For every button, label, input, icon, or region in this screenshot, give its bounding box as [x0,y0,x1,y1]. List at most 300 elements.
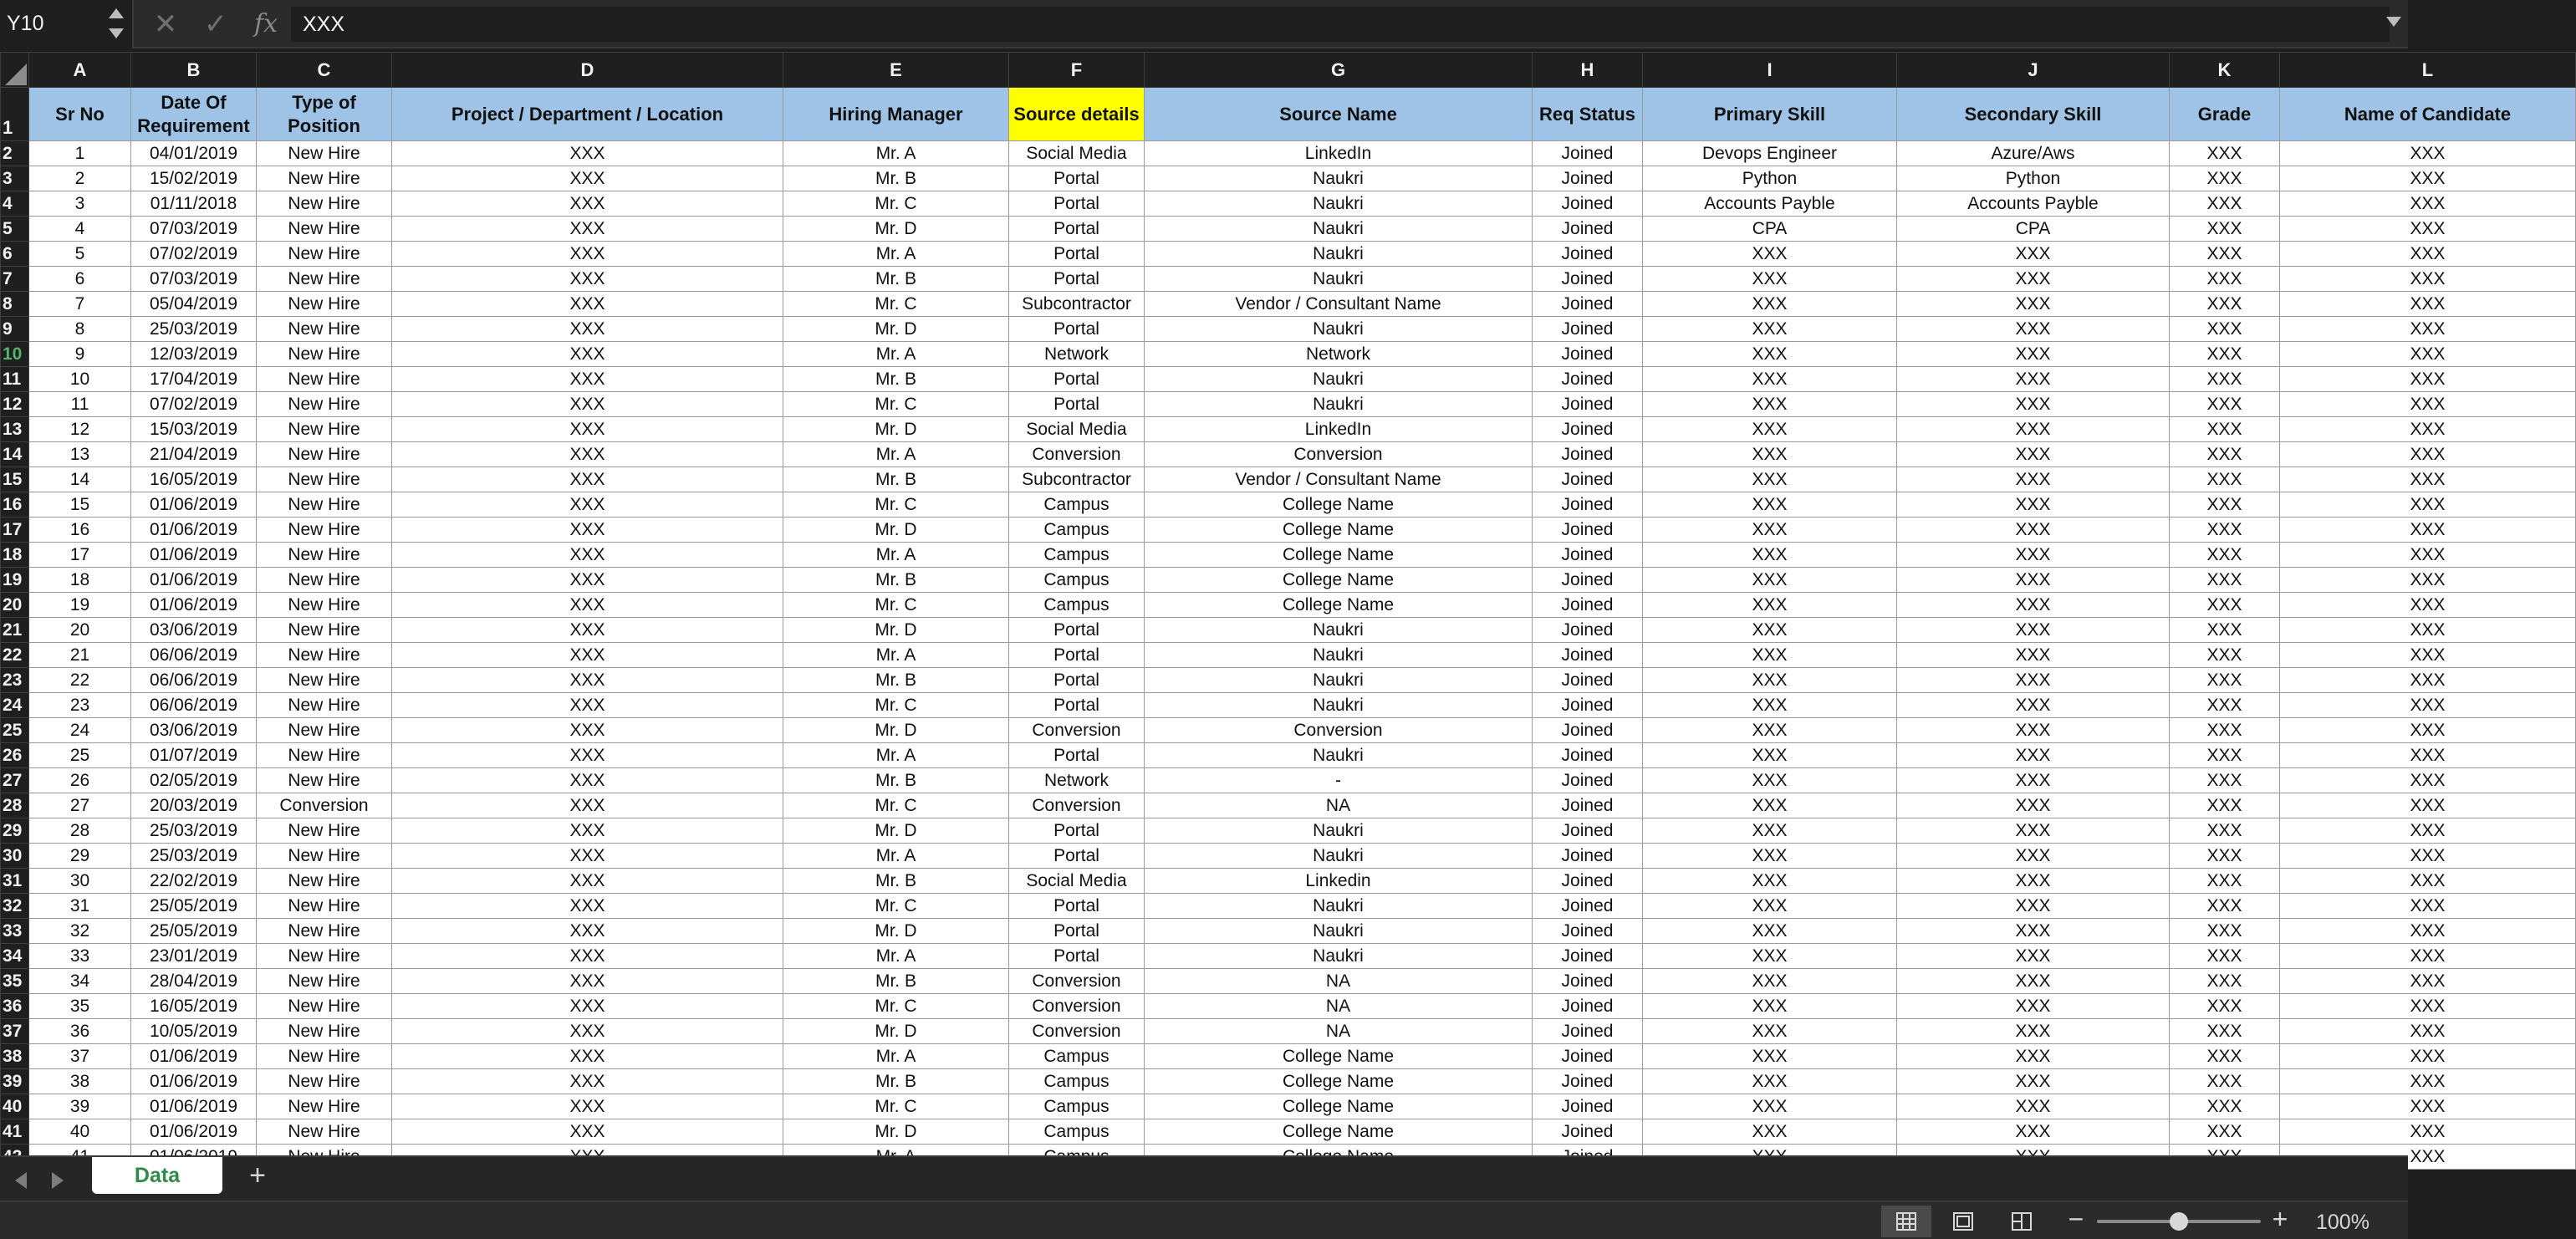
grid-cell[interactable]: XXX [392,643,783,668]
grid-cell[interactable]: Mr. C [783,292,1009,317]
row-header[interactable]: 37 [1,1019,29,1044]
grid-cell[interactable]: Mr. D [783,417,1009,442]
grid-cell[interactable]: XXX [2170,1019,2280,1044]
grid-cell[interactable]: XXX [2280,793,2576,818]
row-header[interactable]: 40 [1,1094,29,1119]
grid-cell[interactable]: XXX [392,743,783,768]
grid-cell[interactable]: 1 [29,141,131,166]
grid-cell[interactable]: Mr. C [783,191,1009,217]
page-break-view-button[interactable] [1997,1206,2047,1237]
grid-cell[interactable]: Portal [1009,818,1145,844]
grid-cell[interactable]: XXX [2280,166,2576,191]
grid-cell[interactable]: 03/06/2019 [131,618,257,643]
row-header[interactable]: 31 [1,869,29,894]
row-header[interactable]: 6 [1,242,29,267]
row-header[interactable]: 22 [1,643,29,668]
grid-cell[interactable]: Mr. C [783,392,1009,417]
grid-cell[interactable]: 4 [29,217,131,242]
grid-cell[interactable]: XXX [2170,1119,2280,1145]
row-header[interactable]: 16 [1,492,29,518]
grid-cell[interactable]: XXX [1643,718,1897,743]
grid-cell[interactable]: XXX [1643,618,1897,643]
formula-input[interactable] [291,7,2390,42]
grid-cell[interactable]: XXX [1897,292,2170,317]
grid-cell[interactable]: Naukri [1145,693,1533,718]
grid-cell[interactable]: Mr. B [783,467,1009,492]
select-all-icon[interactable] [5,64,27,85]
grid-cell[interactable]: XXX [392,869,783,894]
grid-cell[interactable]: Naukri [1145,618,1533,643]
row-header[interactable]: 8 [1,292,29,317]
grid-cell[interactable]: Naukri [1145,818,1533,844]
row-header[interactable]: 2 [1,141,29,166]
grid-cell[interactable]: Joined [1533,518,1643,543]
grid-cell[interactable]: 23 [29,693,131,718]
grid-cell[interactable]: Mr. C [783,492,1009,518]
grid-cell[interactable]: XXX [2170,492,2280,518]
insert-function-button[interactable]: fx [253,9,278,38]
row-header[interactable]: 20 [1,593,29,618]
zoom-slider-thumb[interactable] [2170,1212,2188,1231]
grid-cell[interactable]: 11 [29,392,131,417]
grid-cell[interactable]: XXX [1643,693,1897,718]
grid-cell[interactable]: XXX [2280,492,2576,518]
grid-cell[interactable]: Naukri [1145,242,1533,267]
grid-cell[interactable]: New Hire [257,844,392,869]
grid-cell[interactable]: 06/06/2019 [131,643,257,668]
grid-cell[interactable]: New Hire [257,543,392,568]
grid-cell[interactable]: XXX [1897,618,2170,643]
grid-cell[interactable]: 12/03/2019 [131,342,257,367]
grid-cell[interactable]: XXX [392,818,783,844]
row-header[interactable]: 27 [1,768,29,793]
grid-cell[interactable]: Mr. B [783,869,1009,894]
grid-cell[interactable]: New Hire [257,217,392,242]
grid-cell[interactable]: XXX [2170,643,2280,668]
grid-cell[interactable]: XXX [1643,367,1897,392]
grid-cell[interactable]: 29 [29,844,131,869]
grid-cell[interactable]: 3 [29,191,131,217]
grid-cell[interactable]: Joined [1533,191,1643,217]
grid-cell[interactable]: Portal [1009,894,1145,919]
grid-cell[interactable]: XXX [1897,417,2170,442]
grid-cell[interactable]: 06/06/2019 [131,668,257,693]
header-cell[interactable]: Grade [2170,88,2280,141]
grid-cell[interactable]: College Name [1145,568,1533,593]
grid-cell[interactable]: XXX [2170,267,2280,292]
grid-cell[interactable]: Mr. D [783,317,1009,342]
grid-cell[interactable]: New Hire [257,317,392,342]
grid-cell[interactable]: 24 [29,718,131,743]
grid-cell[interactable]: Python [1897,166,2170,191]
grid-cell[interactable]: College Name [1145,543,1533,568]
grid-cell[interactable]: XXX [1643,743,1897,768]
grid-cell[interactable]: Naukri [1145,894,1533,919]
grid-cell[interactable]: XXX [1643,1019,1897,1044]
grid-cell[interactable]: 25/05/2019 [131,894,257,919]
row-header[interactable]: 15 [1,467,29,492]
grid-cell[interactable]: 15/02/2019 [131,166,257,191]
grid-cell[interactable]: XXX [1643,894,1897,919]
grid-cell[interactable]: Mr. D [783,618,1009,643]
grid-cell[interactable]: XXX [1897,518,2170,543]
row-header[interactable]: 30 [1,844,29,869]
grid-cell[interactable]: 01/06/2019 [131,492,257,518]
grid-cell[interactable]: New Hire [257,969,392,994]
grid-cell[interactable]: XXX [2280,869,2576,894]
grid-cell[interactable]: XXX [392,693,783,718]
grid-cell[interactable]: College Name [1145,518,1533,543]
grid-cell[interactable]: Portal [1009,944,1145,969]
grid-cell[interactable]: Joined [1533,869,1643,894]
header-cell[interactable]: Hiring Manager [783,88,1009,141]
grid-cell[interactable]: XXX [392,467,783,492]
grid-cell[interactable]: Mr. A [783,844,1009,869]
grid-cell[interactable]: 01/11/2018 [131,191,257,217]
grid-cell[interactable]: College Name [1145,593,1533,618]
grid-cell[interactable]: Joined [1533,919,1643,944]
grid-cell[interactable]: Accounts Payble [1643,191,1897,217]
grid-cell[interactable]: Portal [1009,618,1145,643]
grid-cell[interactable]: XXX [1643,317,1897,342]
header-cell[interactable]: Type of Position [257,88,392,141]
row-header[interactable]: 11 [1,367,29,392]
column-header-j[interactable]: J [1897,53,2170,88]
grid-cell[interactable]: New Hire [257,1044,392,1069]
grid-cell[interactable]: Portal [1009,242,1145,267]
grid-cell[interactable]: Network [1145,342,1533,367]
grid-cell[interactable]: Devops Engineer [1643,141,1897,166]
row-header[interactable]: 13 [1,417,29,442]
grid-cell[interactable]: 16/05/2019 [131,467,257,492]
grid-cell[interactable]: XXX [1643,568,1897,593]
grid-cell[interactable]: XXX [1643,1119,1897,1145]
grid-cell[interactable]: New Hire [257,417,392,442]
grid-cell[interactable]: Portal [1009,317,1145,342]
grid-cell[interactable]: XXX [392,1119,783,1145]
grid-cell[interactable]: Mr. B [783,668,1009,693]
grid-cell[interactable]: Joined [1533,367,1643,392]
column-header-g[interactable]: G [1145,53,1533,88]
grid-cell[interactable]: CPA [1643,217,1897,242]
grid-cell[interactable]: Azure/Aws [1897,141,2170,166]
grid-cell[interactable]: Mr. C [783,1094,1009,1119]
grid-cell[interactable]: XXX [2280,568,2576,593]
row-header[interactable]: 19 [1,568,29,593]
grid-cell[interactable]: XXX [2170,944,2280,969]
confirm-entry-button[interactable]: ✓ [203,8,228,40]
select-all-corner[interactable] [1,53,29,88]
zoom-slider[interactable] [2097,1220,2261,1223]
grid-cell[interactable]: Campus [1009,1044,1145,1069]
grid-cell[interactable]: College Name [1145,492,1533,518]
grid-cell[interactable]: Joined [1533,166,1643,191]
row-header[interactable]: 35 [1,969,29,994]
column-header-k[interactable]: K [2170,53,2280,88]
grid-cell[interactable]: 02/05/2019 [131,768,257,793]
previous-sheet-icon[interactable] [15,1172,27,1189]
grid-cell[interactable]: XXX [2280,141,2576,166]
grid-cell[interactable]: Joined [1533,1044,1643,1069]
grid-cell[interactable]: XXX [2170,718,2280,743]
grid-cell[interactable]: Mr. A [783,743,1009,768]
grid-cell[interactable]: Conversion [1145,442,1533,467]
grid-cell[interactable]: XXX [2280,191,2576,217]
grid-cell[interactable]: XXX [2280,818,2576,844]
grid-cell[interactable]: 26 [29,768,131,793]
zoom-in-button[interactable]: + [2272,1204,2288,1234]
grid-cell[interactable]: Mr. C [783,593,1009,618]
grid-cell[interactable]: XXX [2170,442,2280,467]
grid-cell[interactable]: Accounts Payble [1897,191,2170,217]
grid-cell[interactable]: Joined [1533,1094,1643,1119]
grid-cell[interactable]: Joined [1533,1019,1643,1044]
grid-cell[interactable]: XXX [392,417,783,442]
grid-cell[interactable]: Campus [1009,1069,1145,1094]
grid-cell[interactable]: XXX [2280,894,2576,919]
grid-cell[interactable]: XXX [1897,668,2170,693]
grid-cell[interactable]: XXX [2280,919,2576,944]
grid-cell[interactable]: New Hire [257,743,392,768]
grid-cell[interactable]: Mr. C [783,793,1009,818]
grid-cell[interactable]: XXX [2280,417,2576,442]
grid-cell[interactable]: Social Media [1009,869,1145,894]
grid-cell[interactable]: XXX [392,267,783,292]
grid-cell[interactable]: 20 [29,618,131,643]
row-header[interactable]: 9 [1,317,29,342]
grid-cell[interactable]: Joined [1533,818,1643,844]
grid-cell[interactable]: XXX [1643,1094,1897,1119]
grid-cell[interactable]: 01/06/2019 [131,1069,257,1094]
grid-cell[interactable]: XXX [392,492,783,518]
grid-cell[interactable]: 17 [29,543,131,568]
grid-cell[interactable]: XXX [1643,417,1897,442]
grid-cell[interactable]: XXX [1897,342,2170,367]
grid-cell[interactable]: XXX [2170,467,2280,492]
grid-cell[interactable]: XXX [2280,969,2576,994]
grid-cell[interactable]: XXX [2170,367,2280,392]
grid-cell[interactable]: New Hire [257,1019,392,1044]
grid-cell[interactable]: Joined [1533,267,1643,292]
grid-cell[interactable]: NA [1145,1019,1533,1044]
grid-cell[interactable]: New Hire [257,1069,392,1094]
grid-cell[interactable]: XXX [1643,342,1897,367]
row-header[interactable]: 24 [1,693,29,718]
grid-cell[interactable]: XXX [2280,1019,2576,1044]
column-header-b[interactable]: B [131,53,257,88]
grid-cell[interactable]: Mr. B [783,1069,1009,1094]
grid-cell[interactable]: Joined [1533,668,1643,693]
grid-cell[interactable]: 01/06/2019 [131,518,257,543]
grid-cell[interactable]: 40 [29,1119,131,1145]
grid-cell[interactable]: XXX [1643,768,1897,793]
grid-cell[interactable]: Mr. A [783,944,1009,969]
grid-cell[interactable]: XXX [392,141,783,166]
grid-cell[interactable]: 5 [29,242,131,267]
grid-cell[interactable]: Joined [1533,593,1643,618]
header-cell[interactable]: Secondary Skill [1897,88,2170,141]
grid-cell[interactable]: Mr. D [783,1019,1009,1044]
grid-cell[interactable]: 01/06/2019 [131,1094,257,1119]
grid-cell[interactable]: 23/01/2019 [131,944,257,969]
grid-cell[interactable]: 31 [29,894,131,919]
grid-cell[interactable]: XXX [392,969,783,994]
grid-cell[interactable]: Joined [1533,693,1643,718]
grid-cell[interactable]: XXX [1897,593,2170,618]
grid-cell[interactable]: 25/03/2019 [131,317,257,342]
grid-cell[interactable]: XXX [2280,392,2576,417]
grid-cell[interactable]: New Hire [257,141,392,166]
grid-cell[interactable]: XXX [392,768,783,793]
grid-cell[interactable]: XXX [1897,267,2170,292]
grid-cell[interactable]: 03/06/2019 [131,718,257,743]
grid-cell[interactable]: College Name [1145,1069,1533,1094]
grid-cell[interactable]: XXX [1897,718,2170,743]
grid-cell[interactable]: XXX [1897,242,2170,267]
grid-cell[interactable]: XXX [1897,317,2170,342]
stepper-icon[interactable] [109,5,125,43]
header-cell[interactable]: Date Of Requirement [131,88,257,141]
header-cell[interactable]: Name of Candidate [2280,88,2576,141]
grid-cell[interactable]: XXX [2170,1094,2280,1119]
grid-cell[interactable]: NA [1145,994,1533,1019]
grid-cell[interactable]: 33 [29,944,131,969]
grid-cell[interactable]: XXX [392,392,783,417]
grid-cell[interactable]: XXX [1897,1094,2170,1119]
grid-cell[interactable]: New Hire [257,718,392,743]
grid-cell[interactable]: XXX [1643,593,1897,618]
grid-cell[interactable]: Joined [1533,844,1643,869]
normal-view-button[interactable] [1881,1206,1931,1237]
grid-cell[interactable]: XXX [2280,1044,2576,1069]
row-header[interactable]: 17 [1,518,29,543]
grid-cell[interactable]: Campus [1009,568,1145,593]
grid-cell[interactable]: 39 [29,1094,131,1119]
grid-cell[interactable]: Joined [1533,568,1643,593]
grid-cell[interactable]: Joined [1533,467,1643,492]
grid-cell[interactable]: Mr. D [783,718,1009,743]
grid-cell[interactable]: New Hire [257,643,392,668]
grid-cell[interactable]: XXX [1643,994,1897,1019]
grid-cell[interactable]: XXX [1643,844,1897,869]
grid-cell[interactable]: 28/04/2019 [131,969,257,994]
grid-cell[interactable]: 15/03/2019 [131,417,257,442]
grid-cell[interactable]: XXX [392,342,783,367]
grid-cell[interactable]: Mr. A [783,342,1009,367]
grid-cell[interactable]: New Hire [257,693,392,718]
grid-cell[interactable]: 10/05/2019 [131,1019,257,1044]
grid-cell[interactable]: 28 [29,818,131,844]
grid-cell[interactable]: CPA [1897,217,2170,242]
grid-cell[interactable]: 36 [29,1019,131,1044]
grid-cell[interactable]: XXX [2280,844,2576,869]
grid-cell[interactable]: XXX [1643,467,1897,492]
grid-cell[interactable]: Campus [1009,492,1145,518]
grid-cell[interactable]: 13 [29,442,131,467]
grid-cell[interactable]: XXX [1897,1044,2170,1069]
grid-cell[interactable]: Subcontractor [1009,467,1145,492]
grid-cell[interactable]: Mr. A [783,643,1009,668]
grid-cell[interactable]: XXX [392,994,783,1019]
grid-cell[interactable]: Conversion [257,793,392,818]
grid-cell[interactable]: XXX [2170,292,2280,317]
grid-cell[interactable]: New Hire [257,367,392,392]
grid-cell[interactable]: Vendor / Consultant Name [1145,467,1533,492]
grid-cell[interactable]: XXX [2170,568,2280,593]
grid-cell[interactable]: New Hire [257,1094,392,1119]
grid-cell[interactable]: XXX [1897,467,2170,492]
grid-cell[interactable]: 20/03/2019 [131,793,257,818]
grid-cell[interactable]: 01/07/2019 [131,743,257,768]
row-header[interactable]: 34 [1,944,29,969]
grid-cell[interactable]: Social Media [1009,417,1145,442]
grid-cell[interactable]: 06/06/2019 [131,693,257,718]
row-header[interactable]: 7 [1,267,29,292]
grid-cell[interactable]: XXX [2170,618,2280,643]
grid-cell[interactable]: XXX [1897,492,2170,518]
grid-cell[interactable]: XXX [392,1019,783,1044]
grid-cell[interactable]: 01/06/2019 [131,593,257,618]
row-header[interactable]: 21 [1,618,29,643]
grid-cell[interactable]: Campus [1009,1094,1145,1119]
grid-cell[interactable]: 8 [29,317,131,342]
grid-cell[interactable]: XXX [2280,693,2576,718]
grid-cell[interactable]: XXX [2280,768,2576,793]
row-header[interactable]: 1 [1,88,29,141]
grid-cell[interactable]: Mr. B [783,568,1009,593]
grid-cell[interactable]: Joined [1533,1069,1643,1094]
grid-cell[interactable]: 25 [29,743,131,768]
grid-cell[interactable]: 2 [29,166,131,191]
grid-cell[interactable]: XXX [2280,442,2576,467]
grid-cell[interactable]: XXX [1643,442,1897,467]
grid-cell[interactable]: XXX [2280,1094,2576,1119]
grid-cell[interactable]: XXX [2170,768,2280,793]
grid-cell[interactable]: XXX [1643,518,1897,543]
grid-cell[interactable]: XXX [2280,467,2576,492]
grid-cell[interactable]: Network [1009,342,1145,367]
grid-cell[interactable]: New Hire [257,342,392,367]
grid-cell[interactable]: 21/04/2019 [131,442,257,467]
grid-cell[interactable]: LinkedIn [1145,141,1533,166]
grid-cell[interactable]: XXX [2280,743,2576,768]
grid-cell[interactable]: XXX [2170,417,2280,442]
grid-cell[interactable]: Naukri [1145,191,1533,217]
grid-cell[interactable]: New Hire [257,919,392,944]
grid-cell[interactable]: 05/04/2019 [131,292,257,317]
header-cell[interactable]: Source details [1009,88,1145,141]
grid-cell[interactable]: Joined [1533,317,1643,342]
grid-cell[interactable]: XXX [392,367,783,392]
grid-cell[interactable]: Joined [1533,793,1643,818]
grid-cell[interactable]: XXX [1897,869,2170,894]
grid-cell[interactable]: XXX [2170,743,2280,768]
grid-cell[interactable]: XXX [1643,969,1897,994]
grid-cell[interactable]: Portal [1009,392,1145,417]
grid-cell[interactable]: 17/04/2019 [131,367,257,392]
grid-cell[interactable]: XXX [2170,191,2280,217]
grid-cell[interactable]: College Name [1145,1094,1533,1119]
grid-cell[interactable]: XXX [1897,392,2170,417]
grid-cell[interactable]: XXX [392,668,783,693]
grid-cell[interactable]: XXX [1643,1069,1897,1094]
grid-cell[interactable]: XXX [392,191,783,217]
grid-cell[interactable]: Mr. D [783,818,1009,844]
grid-cell[interactable]: XXX [2170,317,2280,342]
row-header[interactable]: 39 [1,1069,29,1094]
grid-cell[interactable]: 27 [29,793,131,818]
row-header[interactable]: 41 [1,1119,29,1145]
